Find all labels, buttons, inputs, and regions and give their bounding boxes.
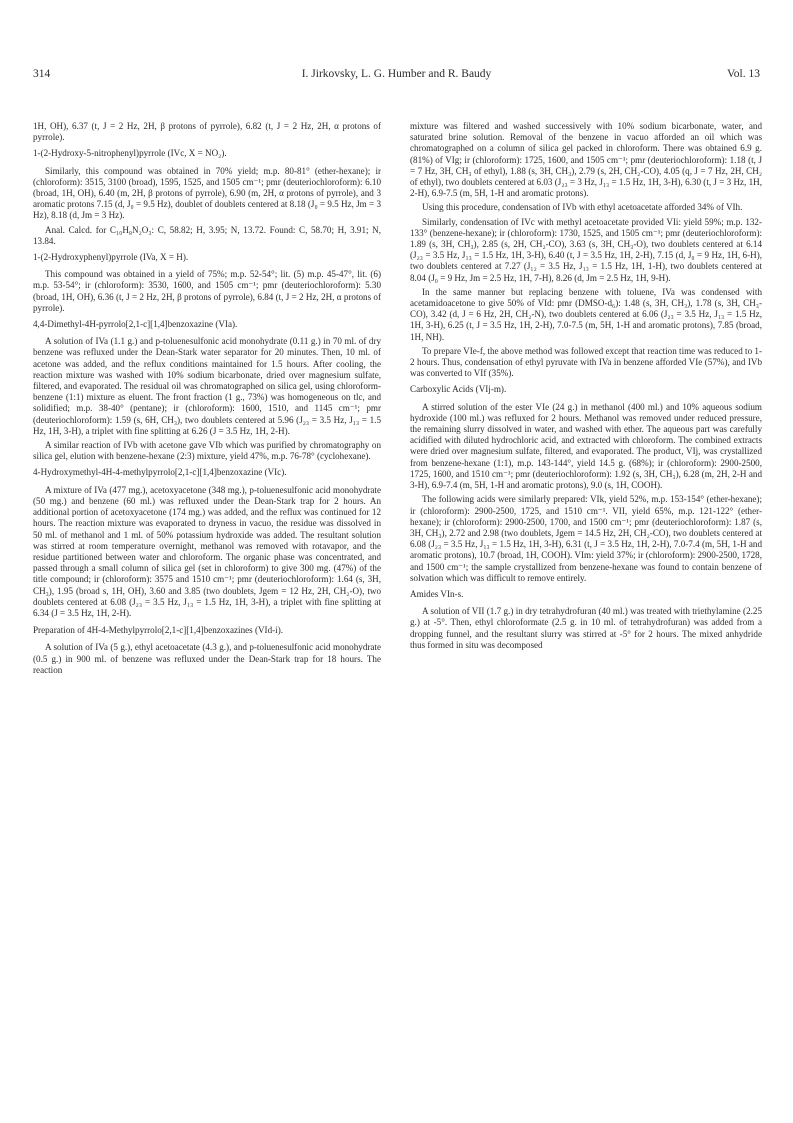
- paragraph: In the same manner but replacing benzene with toluene, IVa was condensed with acetamidoacetone to give 50% of VId: pmr (DMSO-d₆): 1.48 (s, 3H, CH₃), 1.78 (s, 3H, CH₃-CO), 3.42 (d, J = 6 Hz, 2H, CH₂-N), two doublets centered at 6.06 (J₂₃ = 3.5 Hz, J₁₃ = 1.5 Hz, 1H, 3-H), 6.25 (t, J = 3.5 Hz, 1H, 2-H), 7.0-7.5 (m, 5H, 1-H and aromatic protons), 7.85 (broad, 1H, NH).: [410, 286, 762, 342]
- volume-label: Vol. 13: [726, 68, 760, 80]
- paragraph: A stirred solution of the ester VIe (24 g.) in methanol (400 ml.) and 10% aqueous sodium hydroxide (100 ml.) was refluxed for 2 hours. Methanol was removed under reduced pressure, the remaining slurry dissolved in water, and washed with ether. The aqueous part was carefully acidified with diluted hydrochloric acid, and extracted with chloroform. The combined extracts were dried over magnesium sulfate, filtered, and evaporated. The product, VIj, was crystallized from benzene-hexane (1:1), m.p. 143-144°, yield 14.5 g. (68%); ir (chloroform): 2900-2500, 1725, 1600, and 1510 cm⁻¹; pmr (deuteriochloroform): 1.92 (s, 3H, CH₃), 6.28 (m, 2H, 2-H and 3-H), 6.9-7.4 (m, 5H, 1-H and aromatic protons), 9.0 (s, 1H, COOH).: [410, 401, 762, 491]
- paragraph: This compound was obtained in a yield of 75%; m.p. 52-54°; lit. (5) m.p. 45-47°, lit. (6) m.p. 53-54°; ir (chloroform): 3530, 1600, and 1505 cm⁻¹; pmr (deuteriochloroform): 5.30 (broad, 1H, OH), 6.36 (t, J = 2 Hz, 2H, β protons of pyrrole), 6.84 (t, J = 2 Hz, 2H, α protons of pyrrole).: [33, 269, 381, 313]
- paragraph: A solution of VII (1.7 g.) in dry tetrahydrofuran (40 ml.) was treated with triethylamine (2.25 g.) at -5°. Then, ethyl chloroformate (2.5 g. in 10 ml. of tetrahydrofuran) was added from a dropping funnel, and the resultant slurry was stirred at -5° for 2 hours. The mixed anhydride thus formed in situ was decomposed: [410, 606, 762, 650]
- paragraph: A solution of IVa (5 g.), ethyl acetoacetate (4.3 g.), and p-toluenesulfonic acid monohydrate (0.5 g.) in 900 ml. of benzene was refluxed under the Dean-Stark trap for 18 hours. The reaction: [33, 642, 381, 675]
- paragraph: The following acids were similarly prepared: VIk, yield 52%, m.p. 153-154° (ether-hexane); ir (chloroform): 2900-2500, 1725, and 1510 cm⁻¹. VII, yield 65%, m.p. 121-122° (ether-hexane); ir (chloroform): 2900-2500, 1700, and 1500 cm⁻¹; pmr (deuteriochloroform): 1.87 (s, 3H, CH₃), 2.72 and 2.98 (two doublets, Jgem = 14.5 Hz, 2H, CH₂-CO), two doublets centered at 6.08 (J₂₃ = 3.5 Hz, J₁₃ = 1.5 Hz, 1H, 3-H), 6.31 (t, J = 3.5 Hz, 1H, 2-H), 7.0-7.4 (m, 5H, 1-H and aromatic protons), 10.7 (broad, 1H, COOH). VIm: yield 37%; ir (chloroform): 2900-2500, 1728, and 1500 cm⁻¹; the sample crystallized from benzene-hexane was found to contain benzene of solvation which was difficult to remove entirely.: [410, 494, 762, 583]
- running-header: [33, 68, 760, 88]
- section-heading: Carboxylic Acids (VIj-m).: [410, 384, 507, 395]
- paragraph: Similarly, this compound was obtained in 70% yield; m.p. 80-81° (ether-hexane); ir (chloroform): 3515, 3100 (broad), 1595, 1525, and 1505 cm⁻¹; pmr (deuteriochloroform): 6.10 (broad, 1H, OH), 6.40 (m, 2H, β protons of pyrrole), 6.90 (m, 2H, α protons of pyrrole), and 3 aromatic protons 7.15 (d, J₀ = 9.5 Hz), doublet of doublets centered at 8.18 (J₀ = 9.5 Hz, Jm = 3 Hz), 8.18 (d, Jm = 3 Hz).: [33, 165, 381, 221]
- left-text-column: [33, 121, 381, 679]
- section-heading: 4-Hydroxymethyl-4H-4-methylpyrrolo[2,1-c][1,4]benzoxazine (VIc).: [33, 467, 287, 478]
- paragraph: To prepare VIe-f, the above method was followed except that reaction time was reduced to 1-2 hours. Thus, condensation of ethyl pyruvate with IVa in benzene afforded VIe (57%), and IVb was converted to VIf (35%).: [410, 345, 762, 379]
- right-text-column: [410, 121, 762, 654]
- section-heading: 4,4-Dimethyl-4H-pyrrolo[2,1-c][1,4]benzoxazine (VIa).: [33, 319, 238, 330]
- paragraph-continuation: 1H, OH), 6.37 (t, J = 2 Hz, 2H, β protons of pyrrole), 6.82 (t, J = 2 Hz, 2H, α protons of pyrrole).: [33, 121, 381, 143]
- section-heading: Amides VIn-s.: [410, 588, 464, 599]
- section-heading: 1-(2-Hydroxy-5-nitrophenyl)pyrrole (IVc, X = NO₂).: [33, 148, 227, 159]
- page-number: 314: [33, 68, 51, 80]
- paragraph-continuation: mixture was filtered and washed successively with 10% sodium bicarbonate, water, and saturated brine solution. Removal of the benzene in vacuo afforded an oil which was chromatographed on a column of silica gel packed in chloroform. There was obtained 6.9 g. (81%) of VIg; ir (chloroform): 1725, 1600, and 1505 cm⁻¹; pmr (deuteriochloroform): 1.18 (t, J = 7 Hz, 3H, CH₃ of ethyl), 1.88 (s, 3H, CH₃), 2.79 (s, 2H, CH₂-CO), 4.05 (q, J = 7 Hz, 2H, CH₂ of ethyl), two doublets centered at 6.03 (J₂₃ = 3 Hz, J₁₃ = 1.5 Hz, 1H, 3-H), 6.30 (t, J = 3 Hz, 1H, 2-H), 6.9-7.5 (m, 5H, 1-H and aromatic protons).: [410, 121, 762, 199]
- section-heading: 1-(2-Hydroxyphenyl)pyrrole (IVa, X = H).: [33, 252, 189, 263]
- paragraph: Anal. Calcd. for C₁₀H₈N₂O₃: C, 58.82; H, 3.95; N, 13.72. Found: C, 58.70; H, 3.91; N, 13.84.: [33, 224, 381, 246]
- section-heading: Preparation of 4H-4-Methylpyrrolo[2,1-c][1,4]benzoxazines (VId-i).: [33, 625, 283, 636]
- paragraph: A similar reaction of IVb with acetone gave VIb which was purified by chromatography on silica gel, elution with benzene-hexane (2:3) mixture, yield 47%, m.p. 76-78° (cyclohexane).: [33, 440, 381, 462]
- running-authors: I. Jirkovsky, L. G. Humber and R. Baudy: [301, 68, 492, 80]
- paragraph: Similarly, condensation of IVc with methyl acetoacetate provided VIi: yield 59%; m.p. 132-133° (benzene-hexane); ir (chloroform): 1730, 1525, and 1505 cm⁻¹; pmr (deuteriochloroform): 1.89 (s, 3H, CH₃), 2.85 (s, 2H, CH₂-CO), 3.63 (s, 3H, CH₃-O), two doublets centered at 6.14 (J₂₃ = 3.5 Hz, J₁₃ = 1.5 Hz, 1H, 3-H), 6.40 (t, J = 3.5 Hz, 1H, 2-H), 7.15 (d, J₀ = 9 Hz, 1H, 6-H), two doublets centered at 7.27 (J₁₂ = 3.5 Hz, J₁₃ = 1.5 Hz, 1H, 1-H), two doublets centered at 8.04 (J₀ = 9 Hz, Jm = 2.5 Hz, 1H, 7-H), 8.26 (d, Jm = 2.5 Hz, 1H, 9-H).: [410, 216, 762, 283]
- paragraph: A mixture of IVa (477 mg.), acetoxyacetone (348 mg.), p-toluenesulfonic acid monohydrate (50 mg.) and benzene (60 ml.) was refluxed under the Dean-Stark trap for 2 hours. An additional portion of acetoxyacetone (174 mg.) was added, and the reflux was continued for 12 hours. The reaction mixture was evaporated to dryness in vacuo, the residue was dissolved in 50 ml. of methanol and 1 ml. of 50% potassium hydroxide was added. The resultant solution was stirred at room temperature overnight, methanol was removed with rotavapor, and the residue partitioned between water and chloroform. The organic phase was concentrated, and passed through a small column of silica gel (set in chloroform) to give 300 mg. (47%) of the title compound; ir (chloroform): 3575 and 1510 cm⁻¹; pmr (deuteriochloroform): 1.64 (s, 3H, CH₃), 1.95 (broad s, 1H, OH), 3.60 and 3.85 (two doublets, Jgem = 12 Hz, 2H, CH₂-O), two doublets centered at 6.08 (J₂₃ = 3.5 Hz, J₁₃ = 1.5 Hz, 1H, 3-H), a triplet with fine splitting at 6.34 (J = 3.5 Hz, 1H, 2-H).: [33, 484, 381, 618]
- paragraph: Using this procedure, condensation of IVb with ethyl acetoacetate afforded 34% of VIh.: [422, 202, 743, 213]
- paragraph: A solution of IVa (1.1 g.) and p-toluenesulfonic acid monohydrate (0.11 g.) in 70 ml. of dry benzene was refluxed under the Dean-Stark water separator for 20 minutes. Then, 10 ml. of acetone was added, and the reflux conditions maintained for 1.5 hours. After cooling, the reaction mixture was washed with 10% sodium bicarbonate, dried over magnesium sulfate, filtered, and evaporated. The residual oil was chromatographed on silica gel, using chloroform-benzene (1:1) mixture as eluent. The front fraction (1 g., 73%) was homogeneous on tlc, and solidified; m.p. 38-40° (pentane); ir (chloroform): 1600, 1510, and 1145 cm⁻¹; pmr (deuteriochloroform): 1.59 (s, 6H, CH₃), two doublets centered at 5.96 (J₂₃ = 3.5 Hz, J₁₃ = 1.5 Hz, 1H, 3-H), a triplet with fine splitting at 6.26 (J = 3.5 Hz, 1H, 2-H).: [33, 336, 381, 436]
